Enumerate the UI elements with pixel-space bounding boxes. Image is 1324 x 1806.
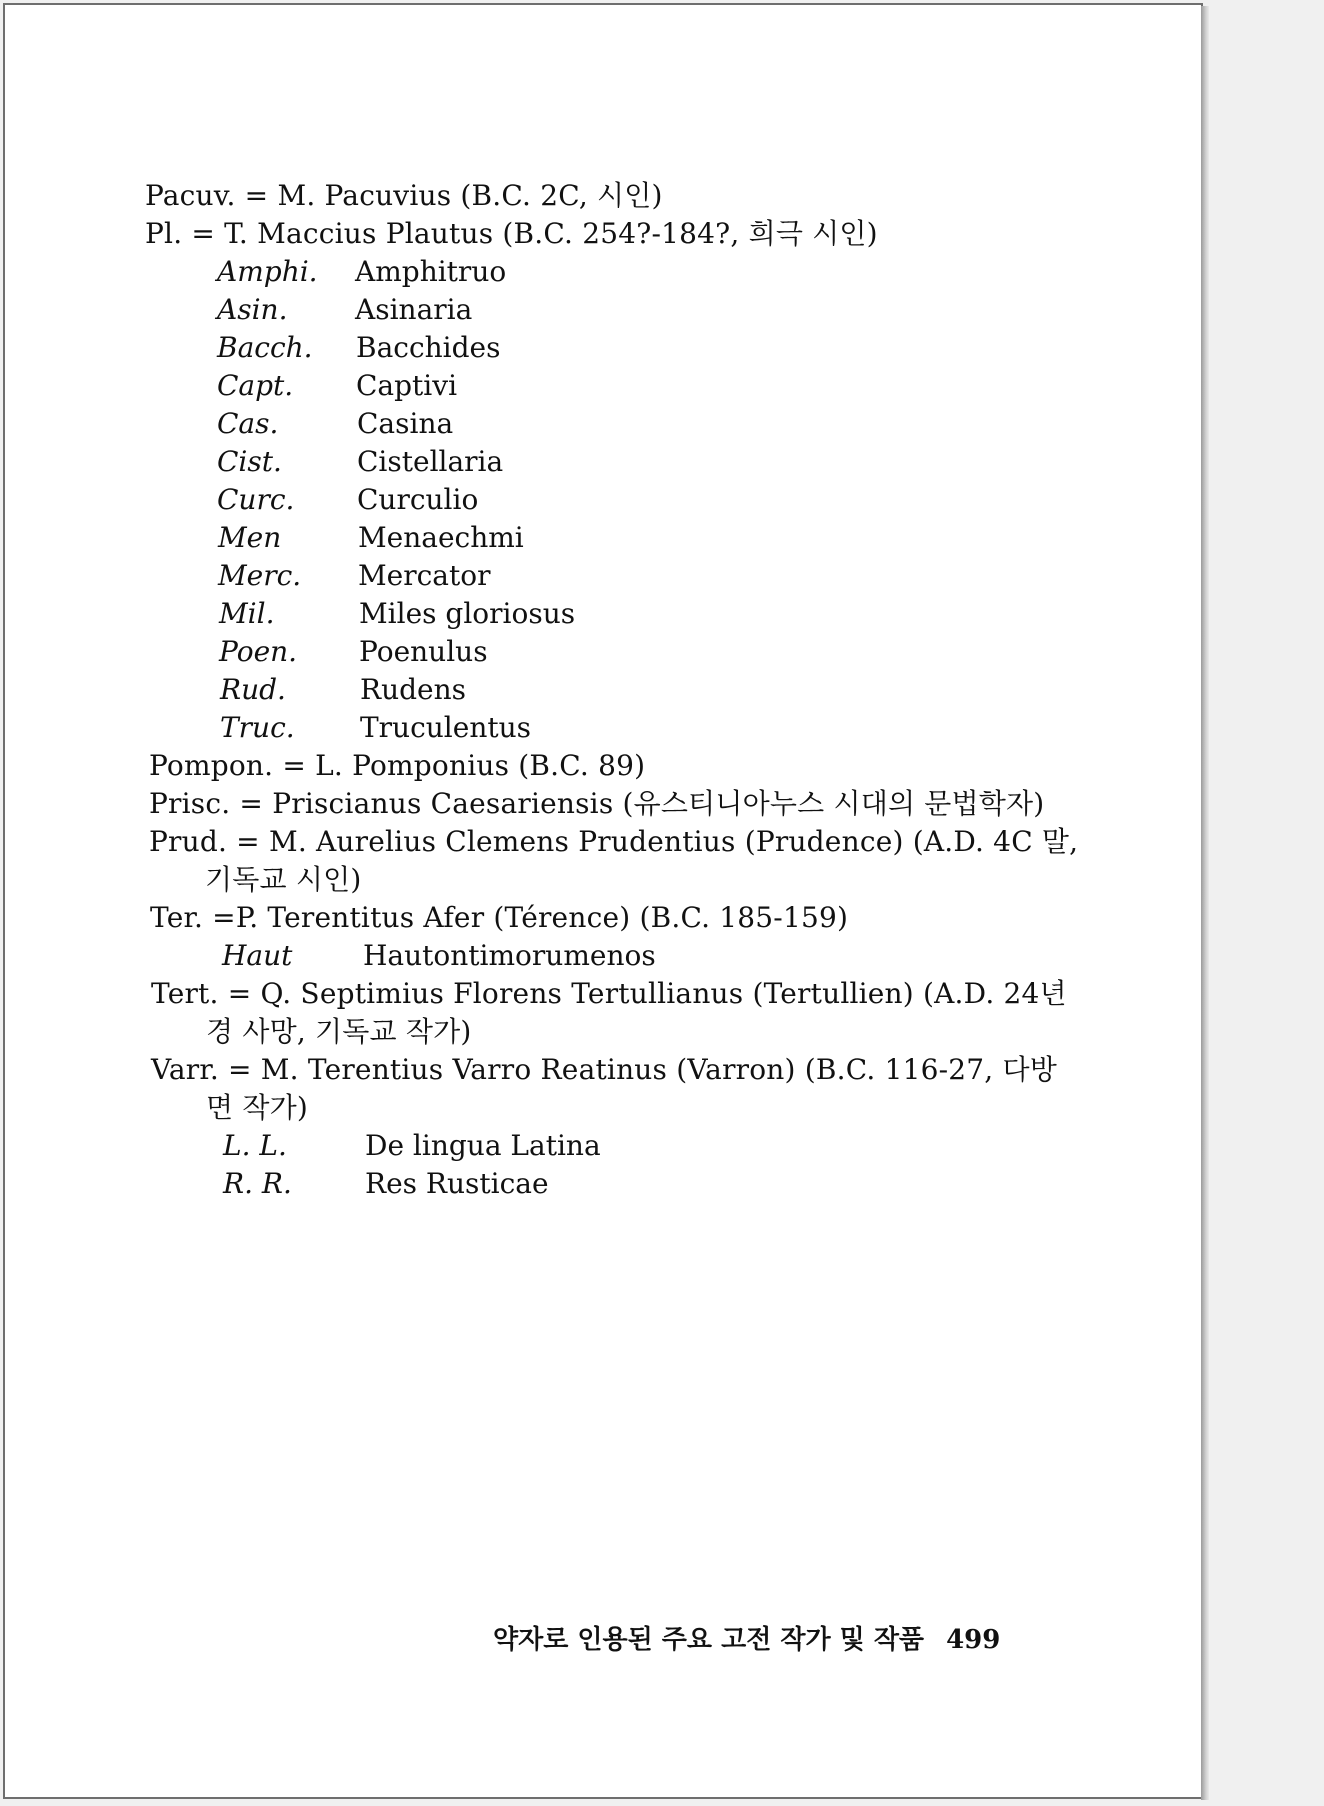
page-number: 499 (946, 1625, 1001, 1655)
work-abbr: Capt. (217, 369, 294, 402)
work-title: Truculentus (360, 711, 532, 744)
work-title: Captivi (356, 369, 458, 402)
work-title: Miles gloriosus (359, 597, 576, 630)
work-title: Bacchides (356, 331, 501, 364)
work-title: Hautontimorumenos (363, 939, 656, 972)
work-abbr: Men (218, 521, 282, 554)
entry-prud-continued: 기독교 시인) (205, 863, 362, 896)
work-abbr: Mil. (219, 597, 275, 630)
work-abbr: Asin. (217, 293, 288, 326)
work-title: Rudens (360, 673, 467, 706)
book-page (3, 3, 1203, 1799)
work-title: Cistellaria (357, 445, 504, 478)
entry-tert-continued: 경 사망, 기독교 작가) (206, 1015, 472, 1048)
entry-pacuv: Pacuv. = M. Pacuvius (B.C. 2C, 시인) (145, 179, 663, 212)
entry-varr-continued: 면 작가) (206, 1091, 308, 1124)
entry-prud: Prud. = M. Aurelius Clemens Prudentius (Prudence) (A.D. 4C 말, (149, 825, 1079, 858)
work-abbr: Rud. (220, 673, 286, 706)
work-abbr: R. R. (223, 1167, 292, 1200)
running-footer (493, 1623, 1000, 1657)
entry-tert: Tert. = Q. Septimius Florens Tertullianus (Tertullien) (A.D. 24년 (151, 977, 1067, 1010)
work-title: Casina (357, 407, 454, 440)
work-title: Amphitruo (355, 255, 507, 288)
work-title: De lingua Latina (365, 1129, 601, 1162)
work-abbr: Cist. (217, 445, 282, 478)
work-abbr: Amphi. (217, 255, 318, 288)
entry-varr: Varr. = M. Terentius Varro Reatinus (Varron) (B.C. 116-27, 다방 (151, 1053, 1058, 1086)
entry-plautus: Pl. = T. Maccius Plautus (B.C. 254?-184?, 희극 시인) (145, 217, 878, 250)
work-abbr: Merc. (218, 559, 302, 592)
page-edge-shadow (1201, 6, 1209, 1800)
entry-pompon: Pompon. = L. Pomponius (B.C. 89) (149, 749, 646, 782)
work-title: Curculio (357, 483, 479, 516)
work-abbr: Truc. (220, 711, 295, 744)
work-abbr: L. L. (223, 1129, 287, 1162)
work-abbr: Curc. (217, 483, 295, 516)
work-title: Asinaria (355, 293, 473, 326)
work-abbr: Haut (222, 939, 293, 972)
work-abbr: Cas. (217, 407, 279, 440)
entry-prisc: Prisc. = Priscianus Caesariensis (유스티니아누스 시대의 문법학자) (149, 787, 1045, 820)
work-title: Mercator (358, 559, 491, 592)
work-title: Menaechmi (358, 521, 524, 554)
work-title: Poenulus (359, 635, 488, 668)
work-abbr: Bacch. (217, 331, 313, 364)
work-abbr: Poen. (219, 635, 298, 668)
work-title: Res Rusticae (365, 1167, 549, 1200)
footer-label: 약자로 인용된 주요 고전 작가 및 작품 (493, 1625, 925, 1655)
entry-ter: Ter. =P. Terentitus Afer (Térence) (B.C. 185-159) (150, 901, 849, 934)
